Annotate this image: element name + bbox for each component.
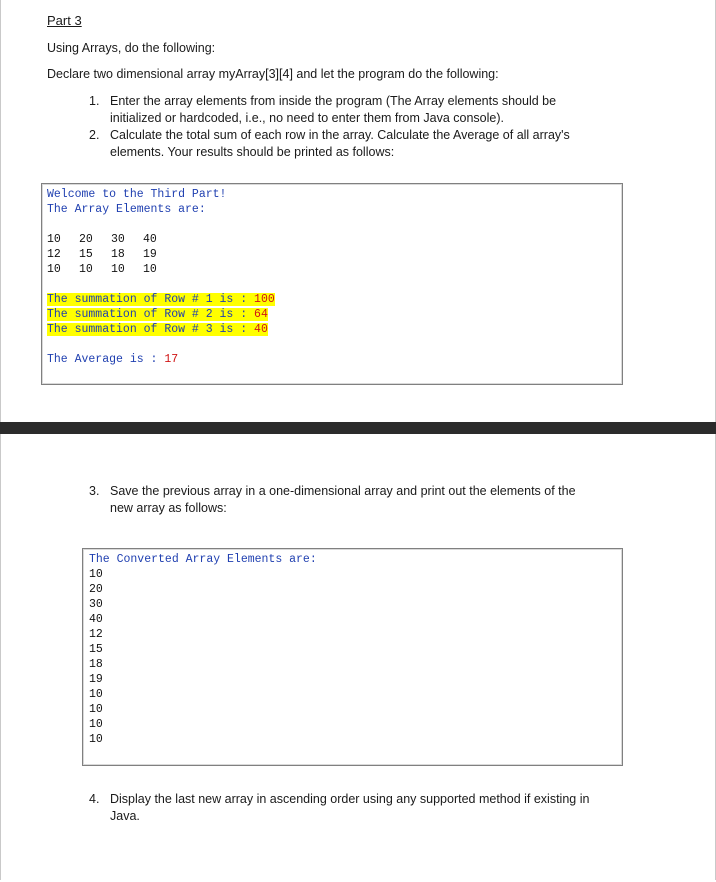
converted-value: 12	[89, 628, 103, 641]
list-item-1-text: Enter the array elements from inside the program (The Array elements should be initialized or hardcoded, i.e., no need to enter them from Java console).	[110, 94, 557, 125]
converted-value: 40	[89, 613, 103, 626]
array-row-3	[47, 262, 175, 277]
row-sum-value: 100	[254, 293, 275, 306]
page-break-bar	[0, 422, 716, 434]
array-cell: 10	[47, 263, 61, 276]
list-item-3-text: Save the previous array in a one-dimensional array and print out the elements of the new array as follows:	[110, 484, 576, 515]
array-row-1	[47, 232, 175, 247]
list-item-2-number: 2.	[89, 128, 100, 142]
array-cell: 10	[47, 233, 61, 246]
converted-value: 10	[89, 703, 103, 716]
array-cell: 30	[111, 233, 125, 246]
row-sum-value: 40	[254, 323, 268, 336]
converted-value: 15	[89, 643, 103, 656]
console-inner-border	[83, 549, 622, 765]
array-row-2	[47, 247, 175, 262]
row-sum-value: 64	[254, 308, 268, 321]
converted-value: 10	[89, 733, 103, 746]
row-sum-label: The summation of Row # 2 is :	[47, 308, 255, 321]
row-sum-label: The summation of Row # 1 is :	[47, 293, 255, 306]
declare-text: Declare two dimensional array myArray[3][4] and let the program do the following:	[47, 67, 499, 81]
array-cell: 40	[143, 233, 157, 246]
row-sum-line-1	[47, 292, 275, 307]
row-sum-label: The summation of Row # 3 is :	[47, 323, 255, 336]
console-output-box-1	[41, 183, 623, 385]
array-cell: 15	[79, 248, 93, 261]
console-welcome-line: Welcome to the Third Part!	[47, 188, 227, 201]
intro-text: Using Arrays, do the following:	[47, 41, 216, 55]
converted-value: 10	[89, 718, 103, 731]
converted-value: 18	[89, 658, 103, 671]
average-label: The Average is :	[47, 353, 165, 366]
list-item-4-text: Display the last new array in ascending order using any supported method if existing in Java.	[110, 792, 590, 823]
list-item-2-text: Calculate the total sum of each row in the array. Calculate the Average of all array's elements. Your results should be printed as follows:	[110, 128, 570, 159]
converted-value: 20	[89, 583, 103, 596]
section-heading: Part 3	[47, 13, 82, 28]
converted-value: 10	[89, 568, 103, 581]
console-elements-label: The Array Elements are:	[47, 203, 206, 216]
array-cell: 10	[79, 263, 93, 276]
row-sum-line-3	[47, 322, 268, 337]
list-item-1-number: 1.	[89, 94, 100, 108]
converted-value: 19	[89, 673, 103, 686]
array-cell: 20	[79, 233, 93, 246]
average-value: 17	[164, 353, 179, 366]
array-cell: 19	[143, 248, 157, 261]
converted-value: 10	[89, 688, 103, 701]
array-cell: 18	[111, 248, 125, 261]
array-cell: 10	[143, 263, 157, 276]
array-cell: 12	[47, 248, 61, 261]
console-output-box-2	[82, 548, 623, 766]
average-line	[47, 352, 178, 367]
row-sum-line-2	[47, 307, 268, 322]
array-cell: 10	[111, 263, 125, 276]
converted-label: The Converted Array Elements are:	[89, 553, 317, 566]
list-item-3-number: 3.	[89, 484, 100, 498]
list-item-4-number: 4.	[89, 792, 100, 806]
converted-value: 30	[89, 598, 103, 611]
